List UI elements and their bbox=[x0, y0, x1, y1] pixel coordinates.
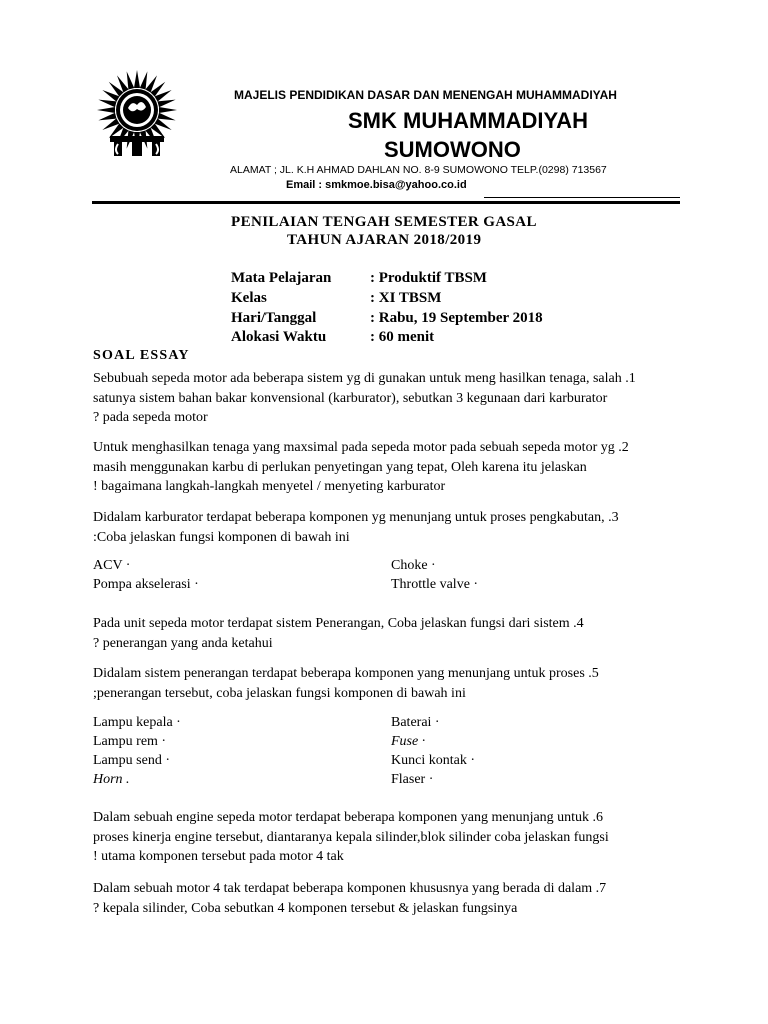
question-line: ? pada sepeda motor bbox=[93, 410, 208, 425]
question-5 bbox=[93, 664, 693, 703]
question-line: proses kinerja engine tersebut, diantaranya kepala silinder,blok silinder coba jelaskan fungsi bbox=[93, 829, 609, 845]
q5-item-lampu-send: Lampu send · bbox=[93, 753, 170, 768]
q5-item-flaser: Flaser · bbox=[391, 772, 434, 787]
question-7 bbox=[93, 879, 693, 918]
q5-item-horn: Horn . bbox=[93, 772, 130, 787]
school-name-line-2: SUMOWONO bbox=[384, 137, 521, 162]
q5-item-lampu-kepala: Lampu kepala · bbox=[93, 715, 181, 730]
exam-year: TAHUN AJARAN 2018/2019 bbox=[287, 232, 482, 248]
question-line: Untuk menghasilkan tenaga yang maxsimal pada sepeda motor pada sebuah sepeda motor yg .2 bbox=[93, 440, 629, 455]
info-value-duration: : 60 menit bbox=[370, 329, 435, 345]
info-value-class: : XI TBSM bbox=[370, 290, 442, 306]
info-label-duration: Alokasi Waktu bbox=[231, 329, 327, 345]
question-line: ;penerangan tersebut, coba jelaskan fungsi komponen di bawah ini bbox=[93, 685, 466, 701]
question-line: ? kepala silinder, Coba sebutkan 4 komponen tersebut & jelaskan fungsinya bbox=[93, 900, 518, 916]
q5-item-fuse: Fuse · bbox=[391, 734, 426, 749]
q3-item-acv: ACV · bbox=[93, 558, 131, 573]
question-line: masih menggunakan karbu di perlukan penyetingan yang tepat, Oleh karena itu jelaskan bbox=[93, 459, 587, 475]
q5-item-lampu-rem: Lampu rem · bbox=[93, 734, 167, 749]
question-4 bbox=[93, 614, 693, 653]
q5-item-kunci-kontak: Kunci kontak · bbox=[391, 753, 475, 768]
question-line: Didalam karburator terdapat beberapa komponen yg menunjang untuk proses pengkabutan, .3 bbox=[93, 510, 619, 525]
question-line: ! bagaimana langkah-langkah menyetel / menyeting karburator bbox=[93, 479, 446, 494]
question-line: Dalam sebuah motor 4 tak terdapat beberapa komponen khususnya yang berada di dalam .7 bbox=[93, 881, 607, 896]
question-line: Pada unit sepeda motor terdapat sistem Penerangan, Coba jelaskan fungsi dari sistem .4 bbox=[93, 616, 584, 631]
q3-item-throttle-valve: Throttle valve · bbox=[391, 577, 479, 592]
question-2 bbox=[93, 438, 693, 497]
question-6 bbox=[93, 808, 693, 867]
question-line: satunya sistem bahan bakar konvensional (karburator), sebutkan 3 kegunaan dari karburator bbox=[93, 390, 608, 406]
school-address: ALAMAT ; JL. K.H AHMAD DAHLAN NO. 8-9 SUMOWONO TELP.(0298) 713567 bbox=[230, 164, 607, 176]
question-line: Didalam sistem penerangan terdapat beberapa komponen yang menunjang untuk proses .5 bbox=[93, 666, 599, 681]
section-title: SOAL ESSAY bbox=[93, 348, 190, 363]
muhammadiyah-sun-logo-icon bbox=[92, 70, 182, 160]
question-1 bbox=[93, 369, 693, 428]
question-line: :Coba jelaskan fungsi komponen di bawah ini bbox=[93, 529, 350, 545]
info-label-subject: Mata Pelajaran bbox=[231, 270, 332, 286]
question-line: Sebubuah sepeda motor ada beberapa sistem yg di gunakan untuk meng hasilkan tenaga, salah .1 bbox=[93, 371, 636, 386]
info-value-date: : Rabu, 19 September 2018 bbox=[370, 310, 543, 326]
q3-item-pompa-akselerasi: Pompa akselerasi · bbox=[93, 577, 199, 592]
question-3 bbox=[93, 508, 693, 547]
q5-item-baterai: Baterai · bbox=[391, 715, 440, 730]
school-name-line-1: SMK MUHAMMADIYAH bbox=[348, 108, 588, 133]
organization-name: MAJELIS PENDIDIKAN DASAR DAN MENENGAH MUHAMMADIYAH bbox=[234, 88, 617, 102]
exam-title: PENILAIAN TENGAH SEMESTER GASAL bbox=[231, 214, 537, 230]
question-line: Dalam sebuah engine sepeda motor terdapat beberapa komponen yang menunjang untuk .6 bbox=[93, 810, 604, 825]
school-email: Email : smkmoe.bisa@yahoo.co.id bbox=[286, 179, 467, 191]
question-line: ! utama komponen tersebut pada motor 4 tak bbox=[93, 849, 344, 864]
info-label-date: Hari/Tanggal bbox=[231, 310, 317, 326]
info-value-subject: : Produktif TBSM bbox=[370, 270, 487, 286]
q3-item-choke: Choke · bbox=[391, 558, 436, 573]
info-label-class: Kelas bbox=[231, 290, 267, 306]
question-line: ? penerangan yang anda ketahui bbox=[93, 635, 273, 651]
